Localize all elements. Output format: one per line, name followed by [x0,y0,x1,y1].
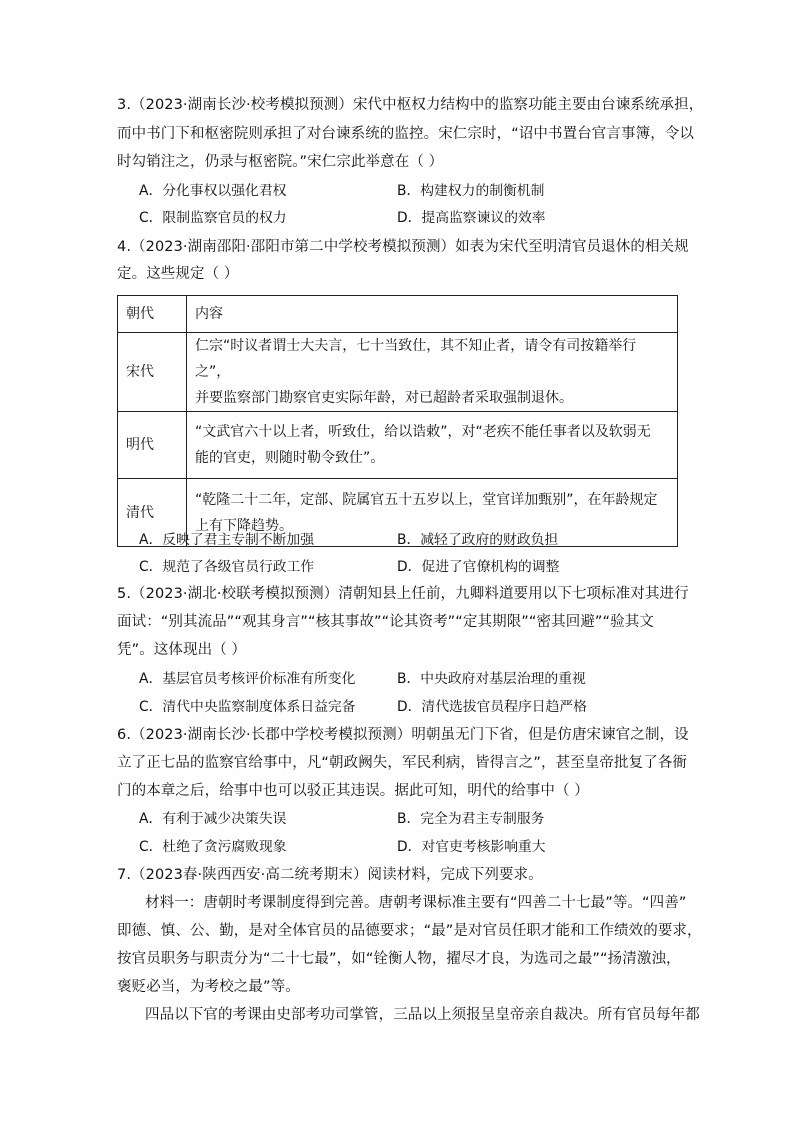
q5-option-a: A．基层官员考核评价标准有所变化 [139,671,356,687]
q6-line-1: 6.（2023·湖南长沙·长郡中学校考模拟预测）明朝虽无门下省，但是仿唐宋谏官之制，设 [117,727,689,743]
q6-option-b: B．完全为君主专制服务 [397,811,545,827]
table-cell-content [187,333,678,412]
q7-line-1: 7.（2023春·陕西西安·高二统考期末）阅读材料，完成下列要求。 [117,867,543,883]
q5-option-d: D．清代选拔官员程序日趋严格 [397,699,587,715]
q4-option-b: B．减轻了政府的财政负担 [397,532,559,548]
q7-material-line-3: 按官员职务与职责分为“二十七最”，如“铨衡人物，擢尽才良，为选司之最”“扬清激浊， [117,951,681,967]
q6-option-a: A．有利于减少决策失误 [139,811,287,827]
q3-line-2: 而中书门下和枢密院则承担了对台谏系统的监控。宋仁宗时，“诏中书置台官言事簿，令以 [117,126,695,142]
q6-line-2: 立了正七品的监察官给事中，凡“朝政阙失，军民利病，皆得言之”，甚至皇帝批复了各衙 [117,755,688,771]
q4-option-d: D．促进了官僚机构的调整 [397,559,560,575]
q5-line-2: 面试：“别其流品”“观其身言”“核其事故”“论其资考”“定其期限”“密其回避”“验其文 [117,614,654,630]
q5-line-1: 5.（2023·湖北·校联考模拟预测）清朝知县上任前，九卿料道要用以下七项标准对其进行 [117,586,689,602]
q7-material-line-5: 四品以下官的考课由史部考功司掌管，三品以上须报呈皇帝亲自裁决。所有官员每年都 [145,1007,700,1023]
table-cell-content [187,412,678,479]
q4-option-c: C．规范了各级官员行政工作 [139,559,315,575]
q7-material-line-1: 材料一：唐朝时考课制度得到完善。唐朝考课标准主要有“四善二十七最”等。“四善” [145,895,687,911]
table-row [118,412,678,479]
q7-material-line-4: 褒贬必当，为考校之最”等。 [117,979,300,995]
table-header-dynasty: 朝代 [118,296,187,333]
content-line: 上有下降趋势。 [195,517,293,534]
table-header-content: 内容 [187,296,678,333]
table-header-row [118,296,678,333]
content-line: 能的官吏，则随时勒令致仕”。 [195,450,385,466]
q6-option-d: D．对官吏考核影响重大 [397,839,546,855]
q3-option-b: B．构建权力的制衡机制 [397,183,545,199]
table-row [118,333,678,412]
q6-option-c: C．杜绝了贪污腐败现象 [139,839,287,855]
content-line: “乾隆二十二年，定部、院属官五十五岁以上，堂官详加甄别”，在年龄规定 [195,491,658,508]
retirement-rules-table [117,295,678,547]
q4-option-a: A．反映了君主专制不断加强 [139,532,314,548]
q5-option-b: B．中央政府对基层治理的重视 [397,671,586,687]
q7-material-line-2: 即德、慎、公、勤，是对全体官员的品德要求；“最”是对官员任职才能和工作绩效的要求， [117,923,702,939]
q3-option-a: A．分化事权以强化君权 [139,183,287,199]
q3-line-3: 时勾销注之，仍录与枢密院。”宋仁宗此举意在（ ） [117,154,444,170]
q6-line-3: 门的本章之后，给事中也可以驳正其违误。据此可知，明代的给事中（ ） [117,783,589,799]
q5-option-c: C．清代中央监察制度体系日益完备 [139,699,356,715]
table-cell-dynasty: 清代 [118,479,187,547]
q3-line-1: 3.（2023·湖南长沙·校考模拟预测）宋代中枢权力结构中的监察功能主要由台谏系统承担， [117,97,704,113]
content-line: 仁宗“时议者谓士大夫言，七十当致仕，其不知止者，请令有司按籍举行之”， [195,338,637,380]
q5-line-3: 凭”。这体现出（ ） [117,642,247,658]
content-line: 并要监察部门勘察官吏实际年龄，对已超龄者采取强制退休。 [195,390,573,406]
table-cell-dynasty: 宋代 [118,333,187,412]
q4-line-1: 4.（2023·湖南邵阳·邵阳市第二中学校考模拟预测）如表为宋代至明清官员退休的相关规 [117,239,689,255]
table-cell-dynasty: 明代 [118,412,187,479]
q3-option-d: D．提高监察谏议的效率 [397,210,546,226]
content-line: “文武官六十以上者，听致仕，给以诰敕”，对“老疾不能任事者以及软弱无 [195,424,651,440]
q4-line-2: 定。这些规定（ ） [117,266,239,282]
q3-option-c: C．限制监察官员的权力 [139,210,287,226]
